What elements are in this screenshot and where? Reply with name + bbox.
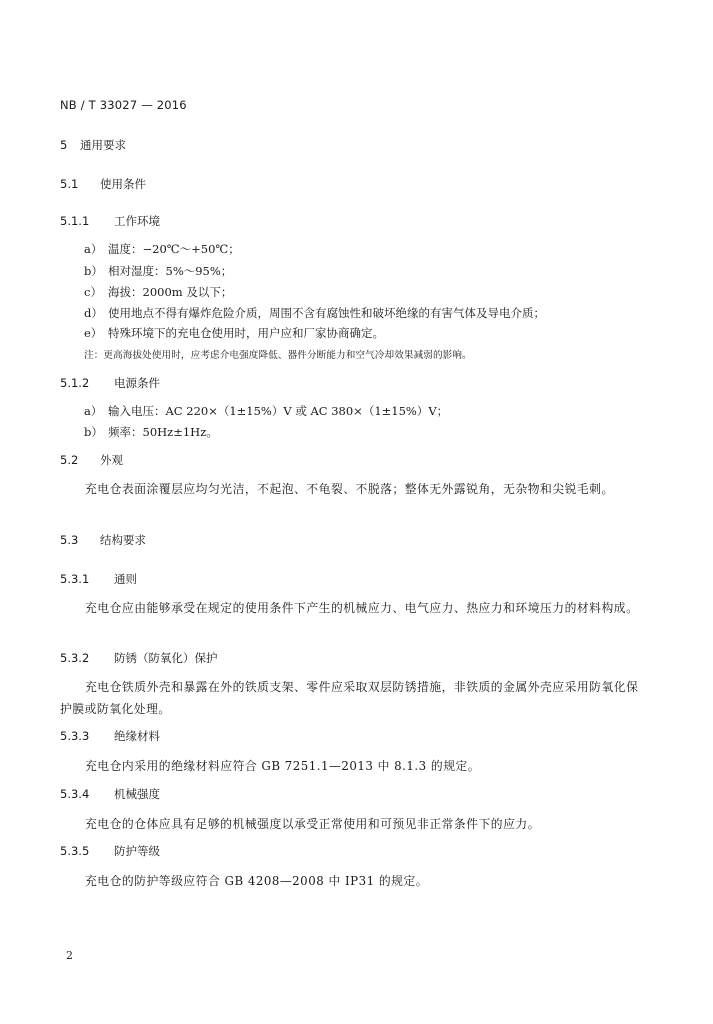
section-number: 5.1.2 — [60, 376, 90, 390]
section-heading — [60, 786, 160, 802]
list-item-label: b） — [84, 264, 103, 278]
list-item-text: 温度：−20℃～+50℃； — [108, 242, 240, 256]
section-title: 通则 — [114, 572, 137, 586]
section-heading — [60, 843, 160, 859]
list-item-text: 相对湿度：5%～95%； — [108, 264, 233, 278]
list-item-text: 特殊环境下的充电仓使用时，用户应和厂家协商确定。 — [108, 326, 384, 340]
section-number: 5.2 — [60, 453, 79, 467]
body-paragraph: 充电仓内采用的绝缘材料应符合 GB 7251.1—2013 中 8.1.3 的规定。 — [85, 759, 481, 773]
section-number: 5.3.4 — [60, 787, 90, 801]
section-title: 绝缘材料 — [114, 729, 160, 743]
body-paragraph: 充电仓应由能够承受在规定的使用条件下产生的机械应力、电气应力、热应力和环境压力的材料构成。 — [85, 601, 639, 615]
section-number: 5.3.1 — [60, 572, 90, 586]
list-item — [84, 241, 684, 257]
section-heading — [60, 176, 146, 192]
list-item — [84, 284, 684, 300]
section-number: 5.3.5 — [60, 844, 90, 858]
section-number: 5.3.3 — [60, 729, 90, 743]
section-title: 使用条件 — [100, 177, 146, 191]
section-heading — [60, 532, 146, 548]
section-heading — [60, 650, 218, 666]
list-item-text: 输入电压：AC 220×（1±15%）V 或 AC 380×（1±15%）V； — [108, 404, 449, 418]
section-heading — [60, 571, 137, 587]
list-item-label: e） — [84, 326, 103, 340]
section-heading — [60, 452, 123, 468]
section-number: 5.1.1 — [60, 214, 90, 228]
body-paragraph: 充电仓铁质外壳和暴露在外的铁质支架、零件应采取双层防锈措施，非铁质的金属外壳应采用防氧化保护膜或防氧化处理。 — [60, 680, 639, 716]
note: 注：更高海拔处使用时，应考虑介电强度降低、器件分断能力和空气冷却效果减弱的影响。 — [84, 350, 472, 361]
list-item-text: 使用地点不得有爆炸危险介质，周围不含有腐蚀性和破坏绝缘的有害气体及导电介质； — [108, 306, 545, 320]
section-heading — [60, 375, 160, 391]
list-item-label: b） — [84, 425, 103, 439]
section-heading — [60, 728, 160, 744]
section-title: 外观 — [100, 453, 123, 467]
list-item-text: 频率：50Hz±1Hz。 — [108, 425, 218, 439]
section-number: 5.3 — [60, 533, 79, 547]
section-heading — [60, 213, 160, 229]
list-item-label: c） — [84, 285, 102, 299]
body-paragraph: 充电仓表面涂覆层应均匀光洁，不起泡、不龟裂、不脱落；整体无外露锐角，无杂物和尖锐毛刺。 — [85, 482, 614, 496]
section-number: 5.3.2 — [60, 651, 90, 665]
section-title: 防锈（防氧化）保护 — [114, 651, 218, 665]
list-item-label: a） — [84, 404, 103, 418]
section-title: 通用要求 — [80, 138, 126, 152]
body-paragraph: 充电仓的防护等级应符合 GB 4208—2008 中 IP31 的规定。 — [85, 874, 429, 888]
section-number: 5 — [60, 138, 68, 152]
list-item — [84, 424, 684, 440]
body-paragraph: 充电仓的仓体应具有足够的机械强度以承受正常使用和可预见非正常条件下的应力。 — [85, 817, 540, 831]
list-item — [84, 263, 684, 279]
section-title: 结构要求 — [100, 533, 146, 547]
list-item-text: 海拔：2000m 及以下； — [108, 285, 233, 299]
page-number: 2 — [66, 949, 73, 962]
standard-id-header: NB / T 33027 — 2016 — [60, 98, 187, 112]
list-item — [84, 305, 684, 321]
section-heading — [60, 137, 126, 153]
list-item-label: a） — [84, 242, 103, 256]
list-item — [84, 403, 684, 419]
section-title: 电源条件 — [114, 376, 160, 390]
section-number: 5.1 — [60, 177, 79, 191]
list-item — [84, 325, 684, 341]
section-title: 机械强度 — [114, 787, 160, 801]
section-title: 工作环境 — [114, 214, 160, 228]
list-item-label: d） — [84, 306, 103, 320]
section-title: 防护等级 — [114, 844, 160, 858]
